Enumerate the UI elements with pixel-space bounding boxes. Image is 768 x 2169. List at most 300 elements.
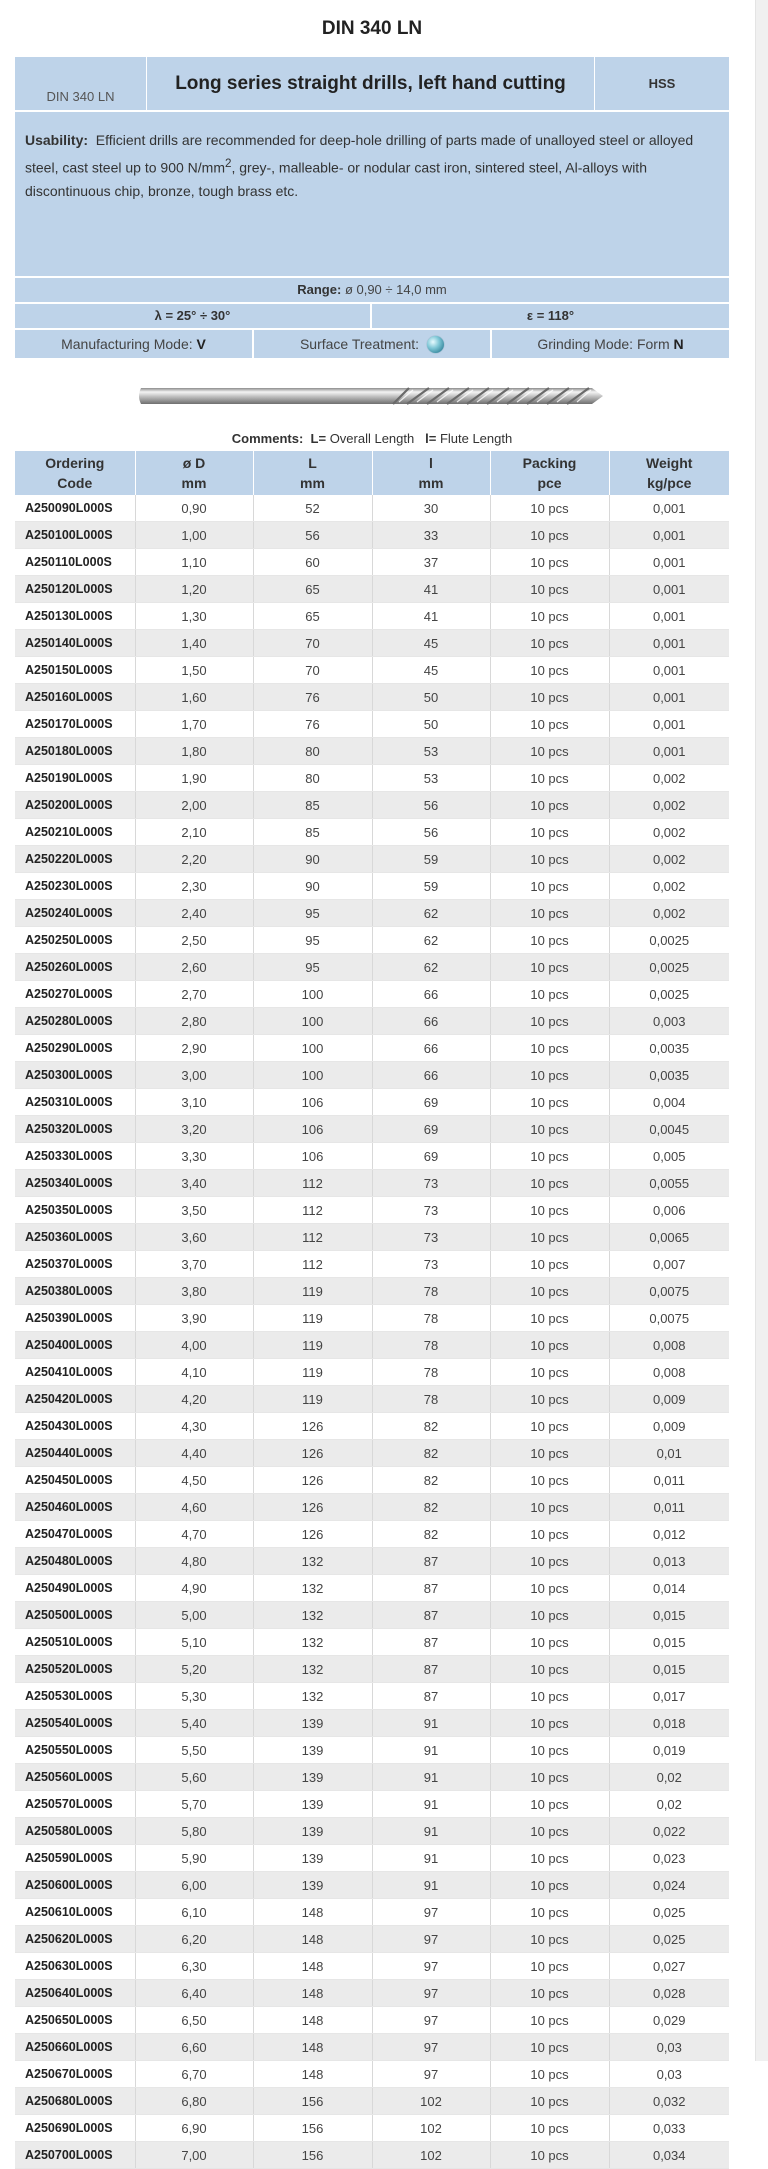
table-row xyxy=(15,549,729,576)
cell-weight: 0,019 xyxy=(609,1737,729,1764)
cell-diameter: 5,50 xyxy=(135,1737,253,1764)
cell-overall-length: 126 xyxy=(253,1521,372,1548)
product-header xyxy=(15,57,729,110)
cell-packing: 10 pcs xyxy=(490,1629,609,1656)
table-row xyxy=(15,1872,729,1899)
cell-ordering-code: A250240L000S xyxy=(15,900,135,927)
table-row xyxy=(15,1170,729,1197)
cell-ordering-code: A250290L000S xyxy=(15,1035,135,1062)
cell-packing: 10 pcs xyxy=(490,1926,609,1953)
cell-ordering-code: A250280L000S xyxy=(15,1008,135,1035)
cell-overall-length: 100 xyxy=(253,981,372,1008)
table-row xyxy=(15,1386,729,1413)
cell-packing: 10 pcs xyxy=(490,1548,609,1575)
cell-ordering-code: A250410L000S xyxy=(15,1359,135,1386)
cell-packing: 10 pcs xyxy=(490,1305,609,1332)
table-row xyxy=(15,792,729,819)
cell-weight: 0,02 xyxy=(609,1791,729,1818)
table-row xyxy=(15,1656,729,1683)
table-row xyxy=(15,495,729,522)
cell-diameter: 6,10 xyxy=(135,1899,253,1926)
cell-diameter: 6,80 xyxy=(135,2088,253,2115)
cell-weight: 0,002 xyxy=(609,846,729,873)
cell-ordering-code: A250140L000S xyxy=(15,630,135,657)
cell-packing: 10 pcs xyxy=(490,2034,609,2061)
cell-ordering-code: A250130L000S xyxy=(15,603,135,630)
cell-flute-length: 66 xyxy=(372,1008,490,1035)
cell-weight: 0,002 xyxy=(609,873,729,900)
usability-text-1: Efficient drills are recommended for deep-hole drilling of parts made of unalloyed steel or alloyed steel, cast steel up to 900 N/mm xyxy=(25,132,694,176)
cell-flute-length: 66 xyxy=(372,981,490,1008)
cell-weight: 0,02 xyxy=(609,1764,729,1791)
cell-overall-length: 139 xyxy=(253,1737,372,1764)
surface-label: Surface Treatment: xyxy=(299,336,420,352)
modes-row xyxy=(15,330,729,358)
cell-ordering-code: A250120L000S xyxy=(15,576,135,603)
cell-ordering-code: A250390L000S xyxy=(15,1305,135,1332)
cell-ordering-code: A250380L000S xyxy=(15,1278,135,1305)
cell-weight: 0,001 xyxy=(609,522,729,549)
table-row xyxy=(15,1224,729,1251)
cell-flute-length: 82 xyxy=(372,1494,490,1521)
table-row xyxy=(15,630,729,657)
cell-overall-length: 112 xyxy=(253,1197,372,1224)
cell-overall-length: 148 xyxy=(253,1980,372,2007)
cell-weight: 0,0025 xyxy=(609,927,729,954)
cell-ordering-code: A250150L000S xyxy=(15,657,135,684)
cell-weight: 0,015 xyxy=(609,1656,729,1683)
cell-flute-length: 78 xyxy=(372,1305,490,1332)
cell-packing: 10 pcs xyxy=(490,1332,609,1359)
cell-diameter: 3,60 xyxy=(135,1224,253,1251)
cell-ordering-code: A250510L000S xyxy=(15,1629,135,1656)
cell-overall-length: 90 xyxy=(253,873,372,900)
cell-flute-length: 91 xyxy=(372,1845,490,1872)
cell-overall-length: 132 xyxy=(253,1683,372,1710)
table-row xyxy=(15,1737,729,1764)
cell-overall-length: 119 xyxy=(253,1278,372,1305)
cell-weight: 0,008 xyxy=(609,1359,729,1386)
cell-flute-length: 62 xyxy=(372,927,490,954)
cell-diameter: 6,40 xyxy=(135,1980,253,2007)
cell-ordering-code: A250110L000S xyxy=(15,549,135,576)
cell-weight: 0,009 xyxy=(609,1386,729,1413)
cell-flute-length: 82 xyxy=(372,1521,490,1548)
cell-flute-length: 91 xyxy=(372,1764,490,1791)
cell-ordering-code: A250260L000S xyxy=(15,954,135,981)
cell-packing: 10 pcs xyxy=(490,1602,609,1629)
cell-weight: 0,025 xyxy=(609,1926,729,1953)
cell-flute-length: 87 xyxy=(372,1575,490,1602)
cell-weight: 0,001 xyxy=(609,738,729,765)
cell-flute-length: 45 xyxy=(372,630,490,657)
cell-weight: 0,001 xyxy=(609,549,729,576)
cell-weight: 0,008 xyxy=(609,1332,729,1359)
flute-length-text: Flute Length xyxy=(439,431,513,446)
cell-weight: 0,002 xyxy=(609,819,729,846)
cell-diameter: 1,00 xyxy=(135,522,253,549)
cell-weight: 0,001 xyxy=(609,495,729,522)
table-row xyxy=(15,954,729,981)
cell-packing: 10 pcs xyxy=(490,603,609,630)
cell-packing: 10 pcs xyxy=(490,900,609,927)
cell-ordering-code: A250090L000S xyxy=(15,495,135,522)
cell-flute-length: 66 xyxy=(372,1035,490,1062)
product-page xyxy=(15,0,729,2169)
table-row xyxy=(15,1143,729,1170)
cell-packing: 10 pcs xyxy=(490,1116,609,1143)
cell-overall-length: 112 xyxy=(253,1251,372,1278)
material: HSS xyxy=(648,76,676,91)
table-row xyxy=(15,1548,729,1575)
cell-packing: 10 pcs xyxy=(490,792,609,819)
cell-diameter: 6,30 xyxy=(135,1953,253,1980)
drill-image xyxy=(15,365,729,427)
cell-diameter: 4,40 xyxy=(135,1440,253,1467)
cell-packing: 10 pcs xyxy=(490,684,609,711)
cell-ordering-code: A250490L000S xyxy=(15,1575,135,1602)
cell-flute-length: 30 xyxy=(372,495,490,522)
cell-packing: 10 pcs xyxy=(490,873,609,900)
comments-row xyxy=(15,427,729,451)
cell-flute-length: 87 xyxy=(372,1656,490,1683)
cell-flute-length: 78 xyxy=(372,1359,490,1386)
cell-diameter: 3,20 xyxy=(135,1116,253,1143)
cell-diameter: 2,70 xyxy=(135,981,253,1008)
cell-ordering-code: A250530L000S xyxy=(15,1683,135,1710)
cell-diameter: 4,50 xyxy=(135,1467,253,1494)
cell-diameter: 5,60 xyxy=(135,1764,253,1791)
cell-diameter: 4,70 xyxy=(135,1521,253,1548)
cell-overall-length: 132 xyxy=(253,1656,372,1683)
cell-diameter: 6,50 xyxy=(135,2007,253,2034)
cell-flute-length: 97 xyxy=(372,1899,490,1926)
table-row xyxy=(15,1089,729,1116)
table-row xyxy=(15,1008,729,1035)
table-row xyxy=(15,765,729,792)
cell-flute-length: 56 xyxy=(372,819,490,846)
cell-diameter: 3,40 xyxy=(135,1170,253,1197)
cell-packing: 10 pcs xyxy=(490,1440,609,1467)
cell-packing: 10 pcs xyxy=(490,1710,609,1737)
cell-packing: 10 pcs xyxy=(490,1170,609,1197)
cell-weight: 0,024 xyxy=(609,1872,729,1899)
cell-diameter: 4,20 xyxy=(135,1386,253,1413)
cell-weight: 0,027 xyxy=(609,1953,729,1980)
cell-ordering-code: A250100L000S xyxy=(15,522,135,549)
cell-overall-length: 148 xyxy=(253,2034,372,2061)
cell-flute-length: 62 xyxy=(372,900,490,927)
cell-packing: 10 pcs xyxy=(490,1953,609,1980)
cell-flute-length: 102 xyxy=(372,2142,490,2169)
cell-packing: 10 pcs xyxy=(490,1872,609,1899)
grinding-label: Grinding Mode: Form xyxy=(537,336,670,352)
cell-overall-length: 156 xyxy=(253,2142,372,2169)
comments-label: Comments: xyxy=(231,431,304,446)
cell-packing: 10 pcs xyxy=(490,549,609,576)
cell-overall-length: 60 xyxy=(253,549,372,576)
cell-ordering-code: A250620L000S xyxy=(15,1926,135,1953)
table-row xyxy=(15,2142,729,2169)
cell-diameter: 2,60 xyxy=(135,954,253,981)
cell-ordering-code: A250190L000S xyxy=(15,765,135,792)
cell-overall-length: 139 xyxy=(253,1845,372,1872)
table-row xyxy=(15,1980,729,2007)
table-row xyxy=(15,981,729,1008)
cell-overall-length: 139 xyxy=(253,1710,372,1737)
table-row xyxy=(15,1332,729,1359)
cell-overall-length: 112 xyxy=(253,1224,372,1251)
cell-overall-length: 148 xyxy=(253,1953,372,1980)
usability-sup: 2 xyxy=(224,157,232,170)
cell-packing: 10 pcs xyxy=(490,1062,609,1089)
cell-ordering-code: A250560L000S xyxy=(15,1764,135,1791)
cell-flute-length: 41 xyxy=(372,603,490,630)
cell-overall-length: 70 xyxy=(253,630,372,657)
cell-overall-length: 119 xyxy=(253,1386,372,1413)
table-row xyxy=(15,1575,729,1602)
cell-packing: 10 pcs xyxy=(490,1413,609,1440)
table-row xyxy=(15,1062,729,1089)
cell-diameter: 5,70 xyxy=(135,1791,253,1818)
cell-diameter: 0,90 xyxy=(135,495,253,522)
cell-flute-length: 41 xyxy=(372,576,490,603)
cell-overall-length: 156 xyxy=(253,2115,372,2142)
cell-diameter: 5,90 xyxy=(135,1845,253,1872)
cell-overall-length: 85 xyxy=(253,792,372,819)
table-row xyxy=(15,2007,729,2034)
cell-flute-length: 91 xyxy=(372,1872,490,1899)
cell-weight: 0,025 xyxy=(609,1899,729,1926)
cell-overall-length: 132 xyxy=(253,1575,372,1602)
cell-overall-length: 76 xyxy=(253,711,372,738)
cell-diameter: 1,70 xyxy=(135,711,253,738)
table-row xyxy=(15,1116,729,1143)
cell-ordering-code: A250220L000S xyxy=(15,846,135,873)
cell-overall-length: 126 xyxy=(253,1467,372,1494)
cell-flute-length: 56 xyxy=(372,792,490,819)
cell-packing: 10 pcs xyxy=(490,1467,609,1494)
cell-ordering-code: A250250L000S xyxy=(15,927,135,954)
product-table xyxy=(15,451,729,2169)
cell-ordering-code: A250470L000S xyxy=(15,1521,135,1548)
angles-row xyxy=(15,304,729,328)
cell-diameter: 3,70 xyxy=(135,1251,253,1278)
cell-weight: 0,023 xyxy=(609,1845,729,1872)
cell-ordering-code: A250370L000S xyxy=(15,1251,135,1278)
cell-diameter: 1,80 xyxy=(135,738,253,765)
usability-box xyxy=(15,112,729,276)
cell-ordering-code: A250420L000S xyxy=(15,1386,135,1413)
cell-diameter: 5,40 xyxy=(135,1710,253,1737)
cell-packing: 10 pcs xyxy=(490,1008,609,1035)
cell-overall-length: 85 xyxy=(253,819,372,846)
table-body xyxy=(15,495,729,2169)
cell-packing: 10 pcs xyxy=(490,1575,609,1602)
cell-diameter: 4,10 xyxy=(135,1359,253,1386)
cell-packing: 10 pcs xyxy=(490,738,609,765)
usability-label: Usability: xyxy=(25,132,89,148)
cell-ordering-code: A250350L000S xyxy=(15,1197,135,1224)
cell-packing: 10 pcs xyxy=(490,1251,609,1278)
table-row xyxy=(15,738,729,765)
table-row xyxy=(15,819,729,846)
cell-weight: 0,0035 xyxy=(609,1035,729,1062)
cell-diameter: 5,20 xyxy=(135,1656,253,1683)
cell-overall-length: 65 xyxy=(253,603,372,630)
cell-ordering-code: A250460L000S xyxy=(15,1494,135,1521)
cell-weight: 0,005 xyxy=(609,1143,729,1170)
cell-weight: 0,0055 xyxy=(609,1170,729,1197)
table-row xyxy=(15,1926,729,1953)
cell-weight: 0,032 xyxy=(609,2088,729,2115)
cell-weight: 0,017 xyxy=(609,1683,729,1710)
point-angle: ε = 118° xyxy=(372,304,729,328)
cell-ordering-code: A250310L000S xyxy=(15,1089,135,1116)
cell-flute-length: 87 xyxy=(372,1602,490,1629)
cell-ordering-code: A250440L000S xyxy=(15,1440,135,1467)
cell-packing: 10 pcs xyxy=(490,954,609,981)
overall-length-key: L= xyxy=(310,431,327,446)
col-flute-length: l mm xyxy=(372,451,490,495)
cell-overall-length: 139 xyxy=(253,1764,372,1791)
cell-ordering-code: A250330L000S xyxy=(15,1143,135,1170)
overall-length-text: Overall Length xyxy=(329,431,415,446)
cell-weight: 0,001 xyxy=(609,711,729,738)
table-row xyxy=(15,1602,729,1629)
cell-ordering-code: A250590L000S xyxy=(15,1845,135,1872)
range-value: ø 0,90 ÷ 14,0 mm xyxy=(344,282,447,297)
cell-ordering-code: A250170L000S xyxy=(15,711,135,738)
cell-diameter: 6,70 xyxy=(135,2061,253,2088)
cell-flute-length: 102 xyxy=(372,2115,490,2142)
helix-angle: λ = 25° ÷ 30° xyxy=(15,304,372,328)
cell-weight: 0,001 xyxy=(609,603,729,630)
cell-weight: 0,018 xyxy=(609,1710,729,1737)
cell-ordering-code: A250180L000S xyxy=(15,738,135,765)
cell-overall-length: 106 xyxy=(253,1143,372,1170)
cell-flute-length: 102 xyxy=(372,2088,490,2115)
cell-ordering-code: A250360L000S xyxy=(15,1224,135,1251)
product-name: Long series straight drills, left hand cutting xyxy=(147,57,595,110)
cell-overall-length: 95 xyxy=(253,927,372,954)
cell-flute-length: 91 xyxy=(372,1737,490,1764)
cell-overall-length: 119 xyxy=(253,1332,372,1359)
table-row xyxy=(15,1521,729,1548)
cell-packing: 10 pcs xyxy=(490,657,609,684)
cell-weight: 0,0035 xyxy=(609,1062,729,1089)
cell-ordering-code: A250660L000S xyxy=(15,2034,135,2061)
cell-weight: 0,009 xyxy=(609,1413,729,1440)
drill-icon xyxy=(137,376,607,416)
cell-diameter: 3,30 xyxy=(135,1143,253,1170)
cell-packing: 10 pcs xyxy=(490,819,609,846)
cell-diameter: 4,60 xyxy=(135,1494,253,1521)
cell-diameter: 7,00 xyxy=(135,2142,253,2169)
table-row xyxy=(15,2115,729,2142)
manufacturing-value: V xyxy=(196,336,206,352)
cell-ordering-code: A250340L000S xyxy=(15,1170,135,1197)
cell-diameter: 3,80 xyxy=(135,1278,253,1305)
table-row xyxy=(15,1791,729,1818)
cell-packing: 10 pcs xyxy=(490,1035,609,1062)
cell-ordering-code: A250270L000S xyxy=(15,981,135,1008)
table-row xyxy=(15,1953,729,1980)
cell-weight: 0,029 xyxy=(609,2007,729,2034)
table-row xyxy=(15,1845,729,1872)
standard-code: DIN 340 LN xyxy=(46,89,115,104)
cell-packing: 10 pcs xyxy=(490,1764,609,1791)
cell-weight: 0,001 xyxy=(609,576,729,603)
table-row xyxy=(15,1197,729,1224)
vertical-scrollbar[interactable] xyxy=(755,0,768,2061)
cell-overall-length: 52 xyxy=(253,495,372,522)
cell-weight: 0,002 xyxy=(609,765,729,792)
cell-packing: 10 pcs xyxy=(490,1845,609,1872)
col-packing: Packing pce xyxy=(490,451,609,495)
cell-flute-length: 82 xyxy=(372,1467,490,1494)
cell-weight: 0,006 xyxy=(609,1197,729,1224)
cell-flute-length: 50 xyxy=(372,711,490,738)
cell-overall-length: 95 xyxy=(253,900,372,927)
cell-packing: 10 pcs xyxy=(490,1683,609,1710)
cell-overall-length: 148 xyxy=(253,1899,372,1926)
cell-overall-length: 80 xyxy=(253,765,372,792)
cell-packing: 10 pcs xyxy=(490,2142,609,2169)
cell-diameter: 4,90 xyxy=(135,1575,253,1602)
cell-overall-length: 80 xyxy=(253,738,372,765)
col-overall-length: L mm xyxy=(253,451,372,495)
cell-flute-length: 59 xyxy=(372,873,490,900)
cell-diameter: 5,80 xyxy=(135,1818,253,1845)
cell-weight: 0,015 xyxy=(609,1629,729,1656)
cell-flute-length: 97 xyxy=(372,2007,490,2034)
cell-diameter: 6,20 xyxy=(135,1926,253,1953)
table-row xyxy=(15,1440,729,1467)
cell-packing: 10 pcs xyxy=(490,2061,609,2088)
cell-overall-length: 106 xyxy=(253,1116,372,1143)
cell-packing: 10 pcs xyxy=(490,1656,609,1683)
cell-flute-length: 73 xyxy=(372,1224,490,1251)
cell-overall-length: 132 xyxy=(253,1548,372,1575)
cell-packing: 10 pcs xyxy=(490,495,609,522)
cell-diameter: 1,60 xyxy=(135,684,253,711)
cell-diameter: 5,30 xyxy=(135,1683,253,1710)
table-row xyxy=(15,522,729,549)
cell-packing: 10 pcs xyxy=(490,1521,609,1548)
cell-diameter: 1,30 xyxy=(135,603,253,630)
cell-flute-length: 97 xyxy=(372,2034,490,2061)
table-row xyxy=(15,2061,729,2088)
cell-diameter: 1,50 xyxy=(135,657,253,684)
col-diameter: ø D mm xyxy=(135,451,253,495)
cell-weight: 0,0075 xyxy=(609,1278,729,1305)
cell-packing: 10 pcs xyxy=(490,2088,609,2115)
cell-diameter: 4,80 xyxy=(135,1548,253,1575)
cell-diameter: 2,90 xyxy=(135,1035,253,1062)
page-title: DIN 340 LN xyxy=(321,18,423,39)
cell-overall-length: 100 xyxy=(253,1008,372,1035)
cell-ordering-code: A250500L000S xyxy=(15,1602,135,1629)
cell-diameter: 1,10 xyxy=(135,549,253,576)
cell-diameter: 6,90 xyxy=(135,2115,253,2142)
cell-flute-length: 53 xyxy=(372,738,490,765)
cell-overall-length: 126 xyxy=(253,1440,372,1467)
cell-weight: 0,013 xyxy=(609,1548,729,1575)
table-row xyxy=(15,1467,729,1494)
range-label: Range: xyxy=(297,282,342,297)
cell-packing: 10 pcs xyxy=(490,1818,609,1845)
